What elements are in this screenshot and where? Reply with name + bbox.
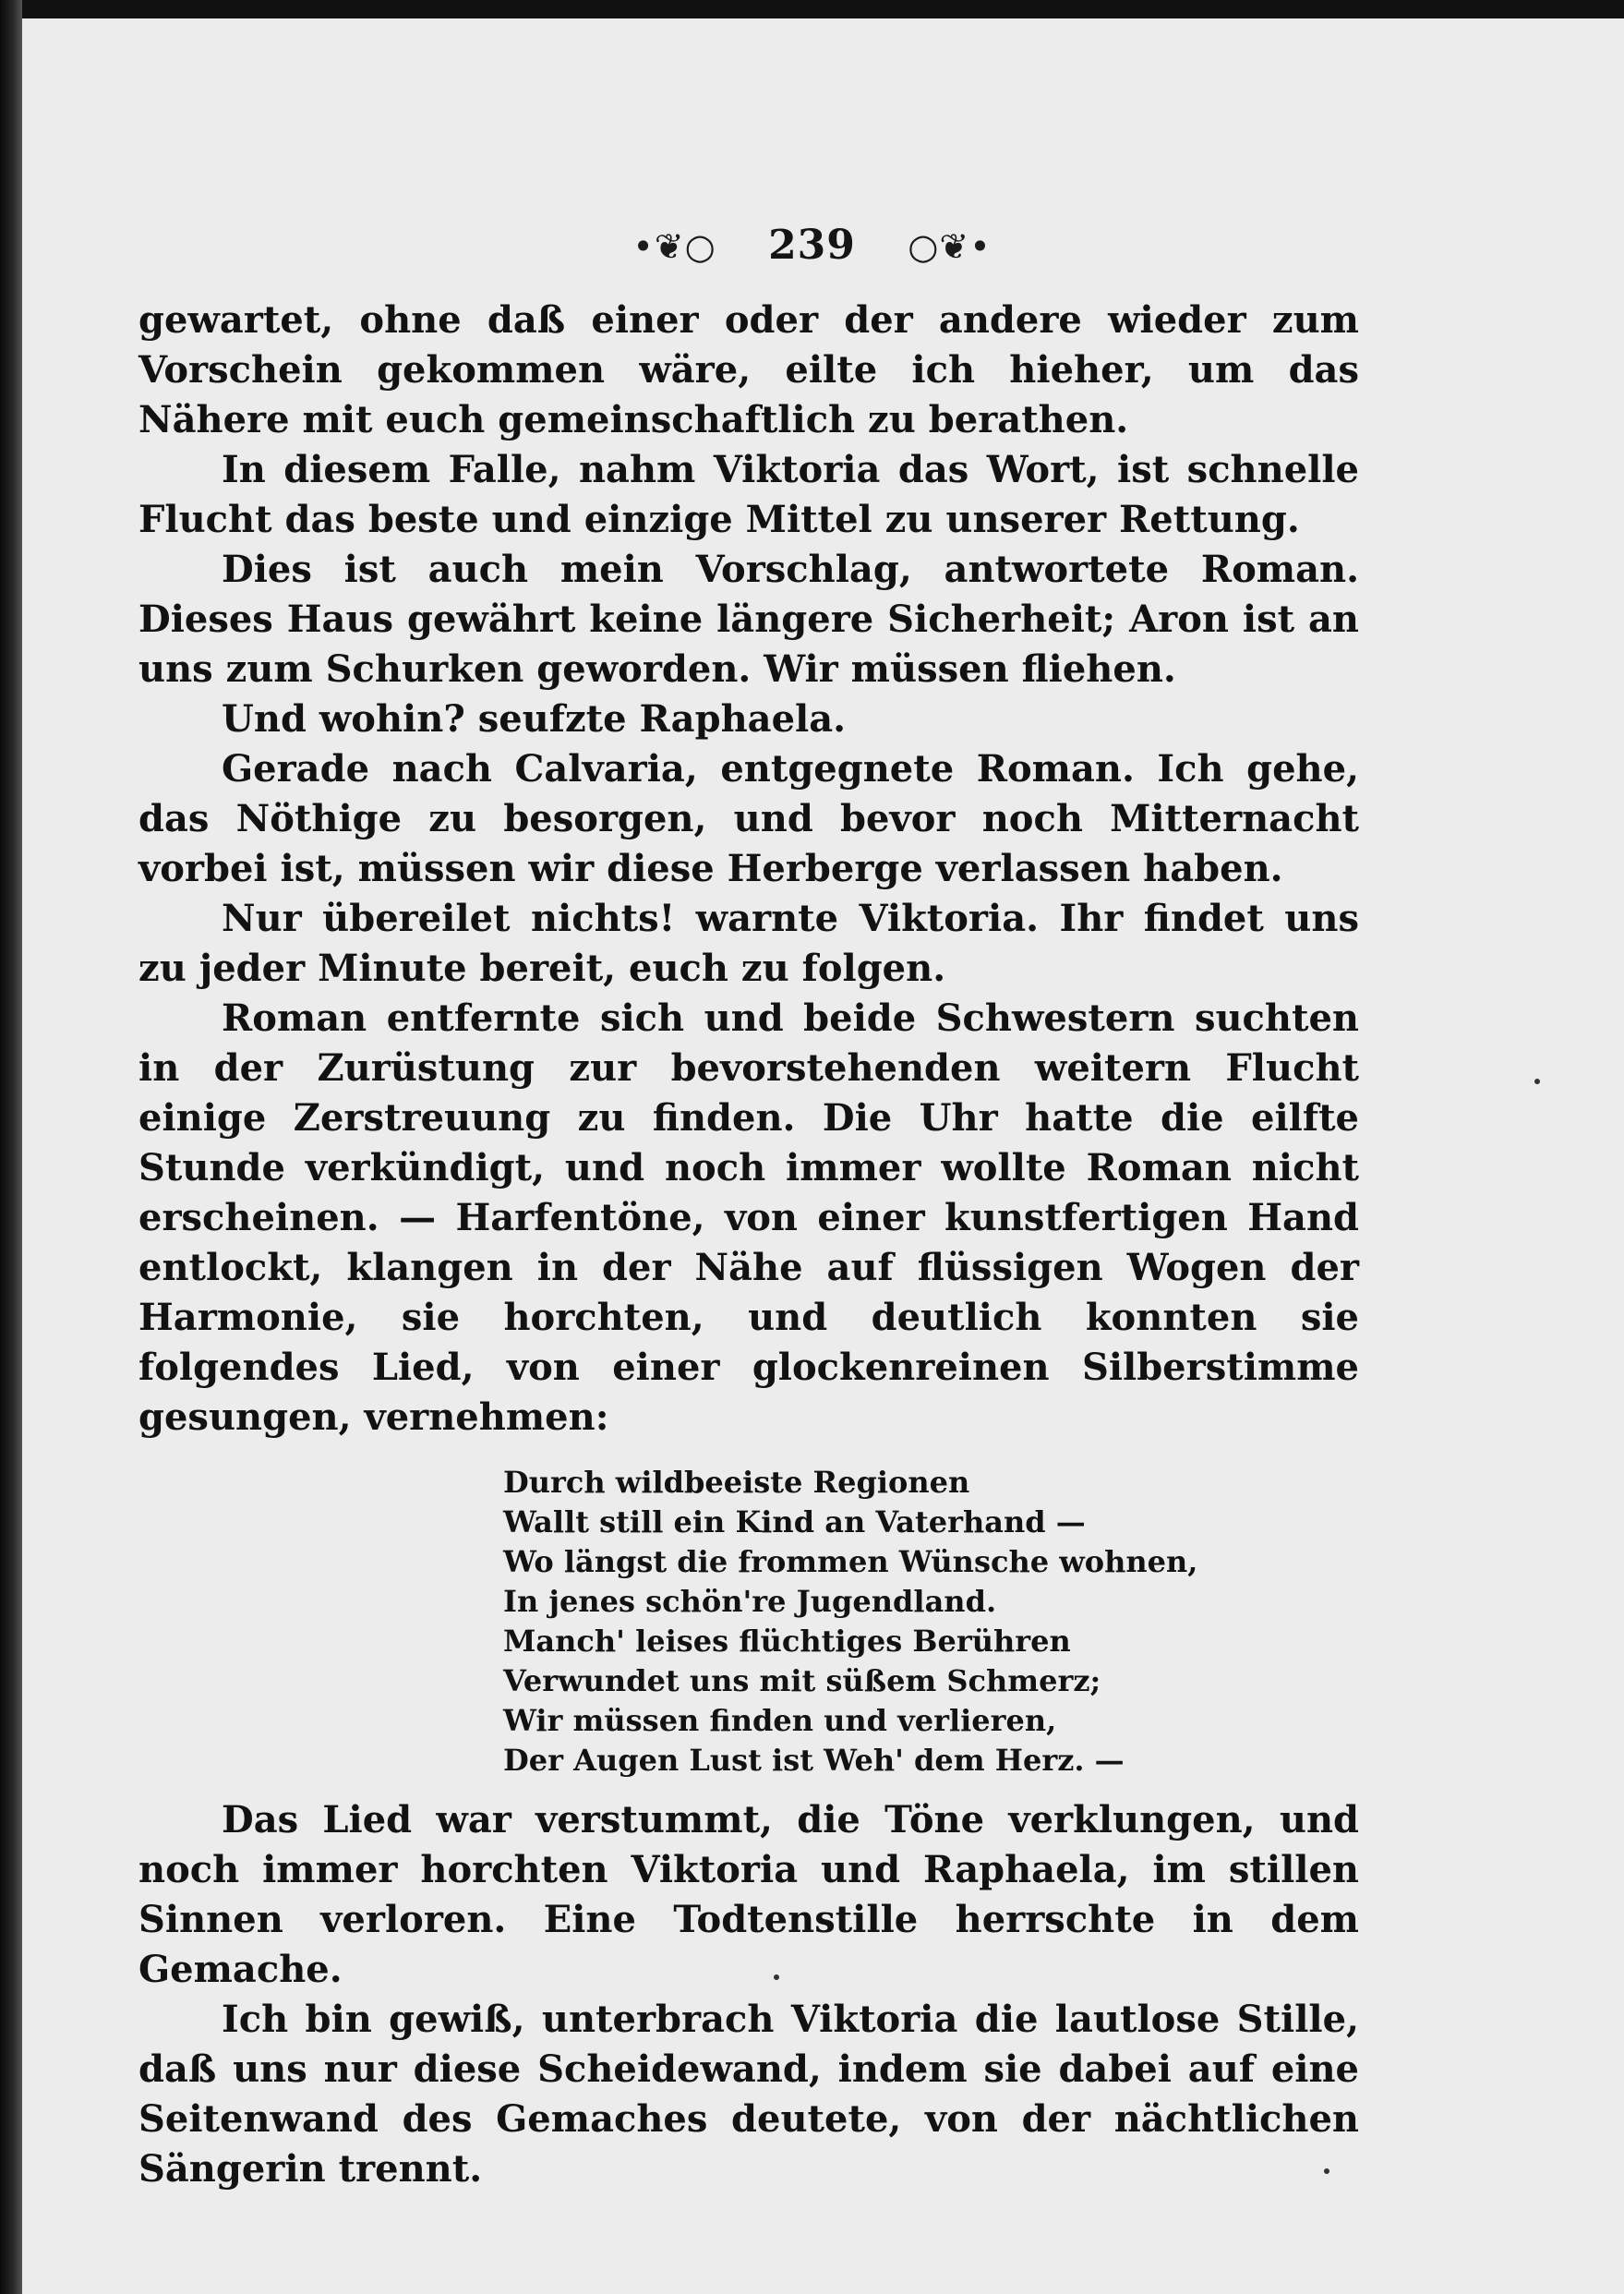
poem [503, 1463, 1359, 1781]
paragraph: gewartet, ohne daß einer oder der andere wieder zum Vorschein gekommen wäre, eilte ich hieher, um das Nähere mit euch gemeinschaftlich zu berathen. [138, 298, 1359, 441]
poem-line: Verwundet uns mit süßem Schmerz; [503, 1663, 1101, 1698]
page-body [138, 296, 1359, 2194]
print-speck [1324, 2168, 1329, 2174]
paragraph: Das Lied war verstummt, die Töne verklungen, und noch immer horchten Viktoria und Raphaela, im stillen Sinnen verloren. Eine Todtenstille herrschte in dem Gemache. [138, 1798, 1359, 1991]
poem-line: Durch wildbeeiste Regionen [503, 1465, 970, 1500]
print-speck [774, 1974, 779, 1980]
poem-line: Der Augen Lust ist Weh' dem Herz. — [503, 1743, 1125, 1778]
paragraph: Nur übereilet nichts! warnte Viktoria. Ihr findet uns zu jeder Minute bereit, euch zu folgen. [138, 897, 1359, 990]
poem-line: In jenes schön're Jugendland. [503, 1584, 997, 1619]
print-speck [1534, 1079, 1540, 1084]
paragraph: Gerade nach Calvaria, entgegnete Roman. Ich gehe, das Nöthige zu besorgen, und bevor noch Mitternacht vorbei ist, müssen wir diese Herberge verlassen haben. [138, 747, 1359, 890]
page-header [0, 222, 1624, 269]
paragraphs-after-poem [138, 1795, 1359, 2194]
poem-line: Wo längst die frommen Wünsche wohnen, [503, 1544, 1198, 1579]
poem-line: Wallt still ein Kind an Vaterhand — [503, 1504, 1086, 1539]
paragraph: In diesem Falle, nahm Viktoria das Wort, ist schnelle Flucht das beste und einzige Mittel zu unserer Rettung. [138, 448, 1359, 541]
page-number: 239 [768, 222, 856, 269]
ornament-right-icon: ○❦• [908, 226, 992, 267]
poem-line: Manch' leises flüchtiges Berühren [503, 1624, 1071, 1659]
paragraph: Roman entfernte sich und beide Schwestern suchten in der Zurüstung zur bevorstehenden weitern Flucht einige Zerstreuung zu finden. Die Uhr hatte die eilfte Stunde verkündigt, und noch immer wollte Roman nicht erscheinen. — Harfentöne, von einer kunstfertigen Hand entlockt, klangen in der Nähe auf flüssigen Wogen der Harmonie, sie horchten, und deutlich konnten sie folgendes Lied, von einer glockenreinen Silberstimme gesungen, vernehmen: [138, 996, 1359, 1439]
scan-edge [0, 0, 22, 2294]
ornament-left-icon: •❦○ [632, 226, 716, 267]
paragraph: Dies ist auch mein Vorschlag, antwortete Roman. Dieses Haus gewährt keine längere Sicherheit; Aron ist an uns zum Schurken geworden. Wir müssen fliehen. [138, 548, 1359, 691]
paragraph: Und wohin? seufzte Raphaela. [222, 697, 847, 741]
poem-line: Wir müssen finden und verlieren, [503, 1703, 1057, 1738]
paragraph: Ich bin gewiß, unterbrach Viktoria die lautlose Stille, daß uns nur diese Scheidewand, indem sie dabei auf eine Seitenwand des Gemaches deutete, von der nächtlichen Sängerin trennt. [138, 1998, 1359, 2191]
